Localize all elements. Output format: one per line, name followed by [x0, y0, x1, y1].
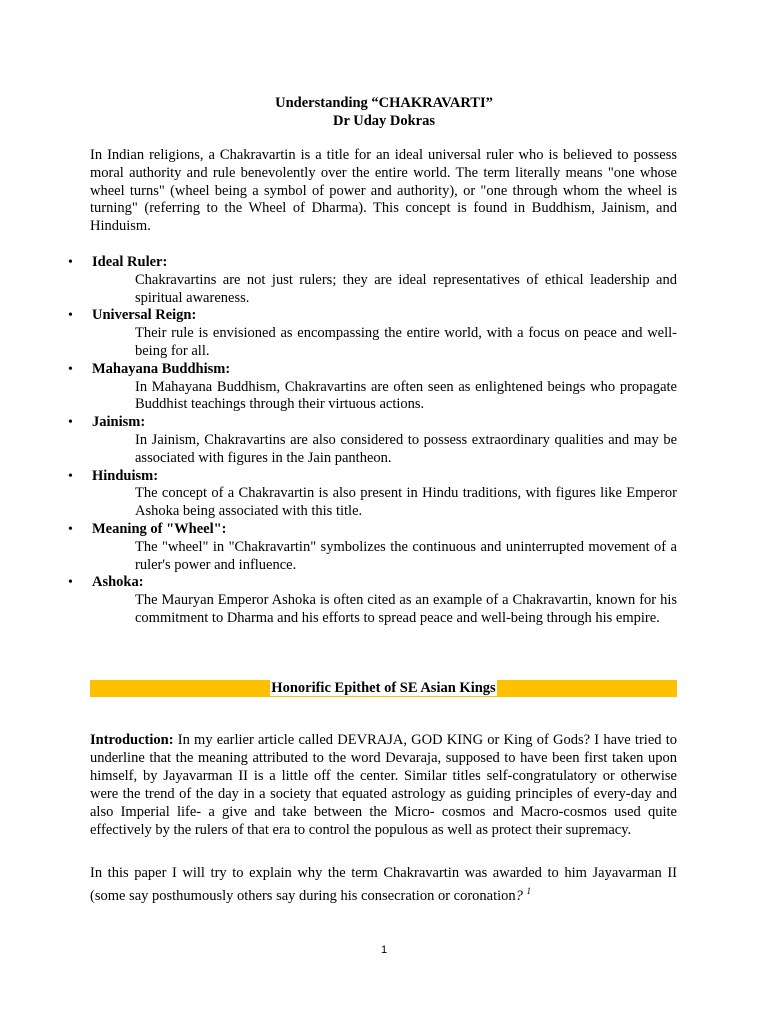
introduction-text: In my earlier article called DEVRAJA, GOD KING or King of Gods? I have tried to underline that the meaning attributed to the word Devaraja, supposed to have been first taken upon himself, by Jayavarman II is a little off the center. Similar titles self-congratulatory or otherwise were the trend of the day in a society that equated astrology as guiding principles of every-day and also Imperial life- a give and take between the Micro- cosmos and Macro-cosmos used quite effectively by the rulers of that era to control the populous as well as protect their supremacy. — [90, 732, 677, 838]
closing-ending: ? — [515, 887, 527, 904]
bullet-dot-icon: • — [68, 255, 73, 270]
bullet-heading: Ideal Ruler: — [92, 254, 168, 270]
bullet-text: The "wheel" in "Chakravartin" symbolizes the continuous and uninterrupted movement of a ruler's power and influence. — [135, 538, 677, 573]
bullet-item — [0, 254, 768, 307]
bullet-heading: Hinduism: — [92, 467, 159, 484]
bullet-text: Their rule is envisioned as encompassing the entire world, with a focus on peace and well-being for all. — [135, 325, 677, 359]
bullet-text: The Mauryan Emperor Ashoka is often cited as an example of a Chakravartin, known for his commitment to Dharma and his efforts to spread peace and well-being through his empire. — [135, 592, 677, 626]
introduction-paragraph — [90, 731, 677, 839]
bullet-item — [0, 521, 768, 574]
bullet-heading: Universal Reign: — [92, 307, 197, 324]
section-heading-text: Honorific Epithet of SE Asian Kings — [271, 680, 496, 696]
bullet-item — [0, 307, 768, 360]
bullet-text: The concept of a Chakravartin is also present in Hindu traditions, with figures like Emperor Ashoka being associated with this title. — [135, 485, 677, 520]
bullet-dot-icon: • — [68, 575, 73, 591]
bullet-heading: Ashoka: — [92, 574, 144, 591]
bullet-item — [0, 574, 768, 627]
bullet-list — [0, 254, 768, 628]
bullet-dot-icon: • — [68, 468, 73, 484]
bullet-dot-icon: • — [68, 308, 73, 324]
bullet-text: Chakravartins are not just rulers; they are ideal representatives of ethical leadership and spiritual awareness. — [135, 271, 677, 306]
bullet-heading: Meaning of "Wheel": — [92, 520, 227, 537]
closing-text: In this paper I will try to explain why the term Chakravartin was awarded to him Jayavarman II (some say posthumously others say during his consecration or coronation — [90, 865, 677, 904]
document-header — [0, 94, 768, 130]
bullet-dot-icon: • — [68, 361, 73, 377]
bullet-item — [0, 414, 768, 467]
bullet-dot-icon: • — [68, 415, 73, 431]
bullet-dot-icon: • — [68, 521, 73, 537]
page-number: 1 — [380, 944, 388, 956]
bullet-text: In Mahayana Buddhism, Chakravartins are often seen as enlightened beings who propagate Buddhist teachings through their virtuous actions. — [135, 378, 677, 413]
bullet-heading: Jainism: — [92, 414, 146, 431]
closing-paragraph — [90, 864, 677, 905]
introduction-label: Introduction: — [90, 732, 174, 748]
section-heading — [90, 680, 677, 697]
bullet-heading: Mahayana Buddhism: — [92, 360, 231, 377]
bullet-item — [0, 361, 768, 414]
footnote-reference[interactable]: 1 — [526, 886, 532, 896]
intro-paragraph: In Indian religions, a Chakravartin is a title for an ideal universal ruler who is believed to possess moral authority and rule benevolently over the entire world. The term literally means "one whose wheel turns" (wheel being a symbol of power and authority), or "one through whom the wheel is turning" (referring to the Wheel of Dharma). This concept is found in Buddhism, Jainism, and Hinduism. — [90, 147, 677, 235]
document-title: Understanding “CHAKRAVARTI” — [275, 95, 493, 111]
document-author: Dr Uday Dokras — [332, 113, 436, 129]
bullet-item — [0, 468, 768, 521]
bullet-text: In Jainism, Chakravartins are also considered to possess extraordinary qualities and may be associated with figures in the Jain pantheon. — [135, 431, 677, 466]
